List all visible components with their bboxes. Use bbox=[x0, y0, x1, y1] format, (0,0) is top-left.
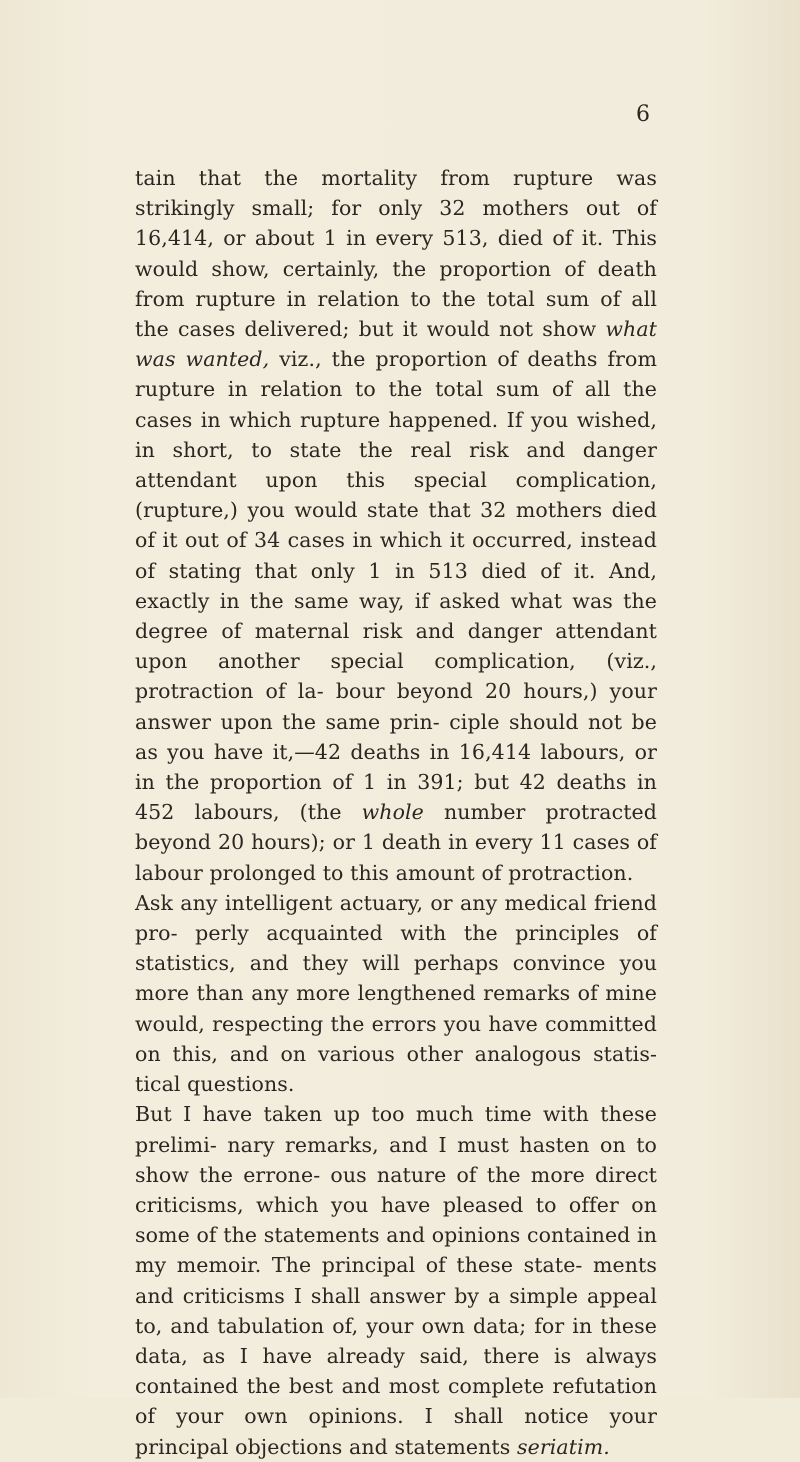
page-number: 6 bbox=[636, 102, 650, 127]
paragraph-3 bbox=[135, 1099, 657, 1461]
paragraph-2 bbox=[135, 888, 657, 1099]
italic-segment: seriatim. bbox=[517, 1434, 610, 1459]
text-segment: viz., the proportion of deaths from rupture in relation to the total sum of all the cases in which rupture happened. If you wished, in short, to state the real risk and danger attendant upon this special complication, (rupture,) you would state that 32 mothers died of it out of 34 cases in which it occurred, instead of stating that only 1 in 513 died of it. And, exactly in the same way, if asked what was the degree of maternal risk and danger attendant upon another special complication, (viz., protraction of la- bour beyond 20 hours,) your answer upon the same prin- ciple should not be as you have it,—42 deaths in 16,414 labours, or in the proportion of 1 in 391; but 42 deaths in 452 labours, (the bbox=[135, 347, 657, 825]
paragraph-1 bbox=[135, 163, 657, 888]
text-segment: Ask any intelligent actuary, or any medical friend pro- perly acquainted with the principles of statistics, and they will perhaps convince you more than any more lengthened remarks of mine would, respecting the errors you have committed on this, and on various other analogous statis- tical questions. bbox=[135, 890, 657, 1097]
italic-segment: what was wanted, bbox=[135, 317, 657, 372]
italic-segment: whole bbox=[361, 800, 424, 825]
text-segment: But I have taken up too much time with these prelimi- nary remarks, and I must hasten on to show the errone- ous nature of the more direct criticisms, which you have pleased to offer on some of the statements and opinions contained in my memoir. The principal of these state- ments and criticisms I shall answer by a simple appeal to, and tabulation of, your own data; for in these data, as I have already said, there is always contained the best and most complete refutation of your own opinions. I shall notice your principal objections and statements bbox=[135, 1102, 657, 1459]
body-text bbox=[135, 163, 657, 1462]
text-segment: tain that the mortality from rupture was strikingly small; for only 32 mothers out of 16,414, or about 1 in every 513, died of it. This would show, certainly, the proportion of death from rupture in relation to the total sum of all the cases delivered; but it would not show bbox=[135, 166, 657, 342]
text-segment: number protracted beyond 20 hours); or 1 death in every 11 cases of labour prolonged to this amount of protraction. bbox=[135, 800, 657, 885]
